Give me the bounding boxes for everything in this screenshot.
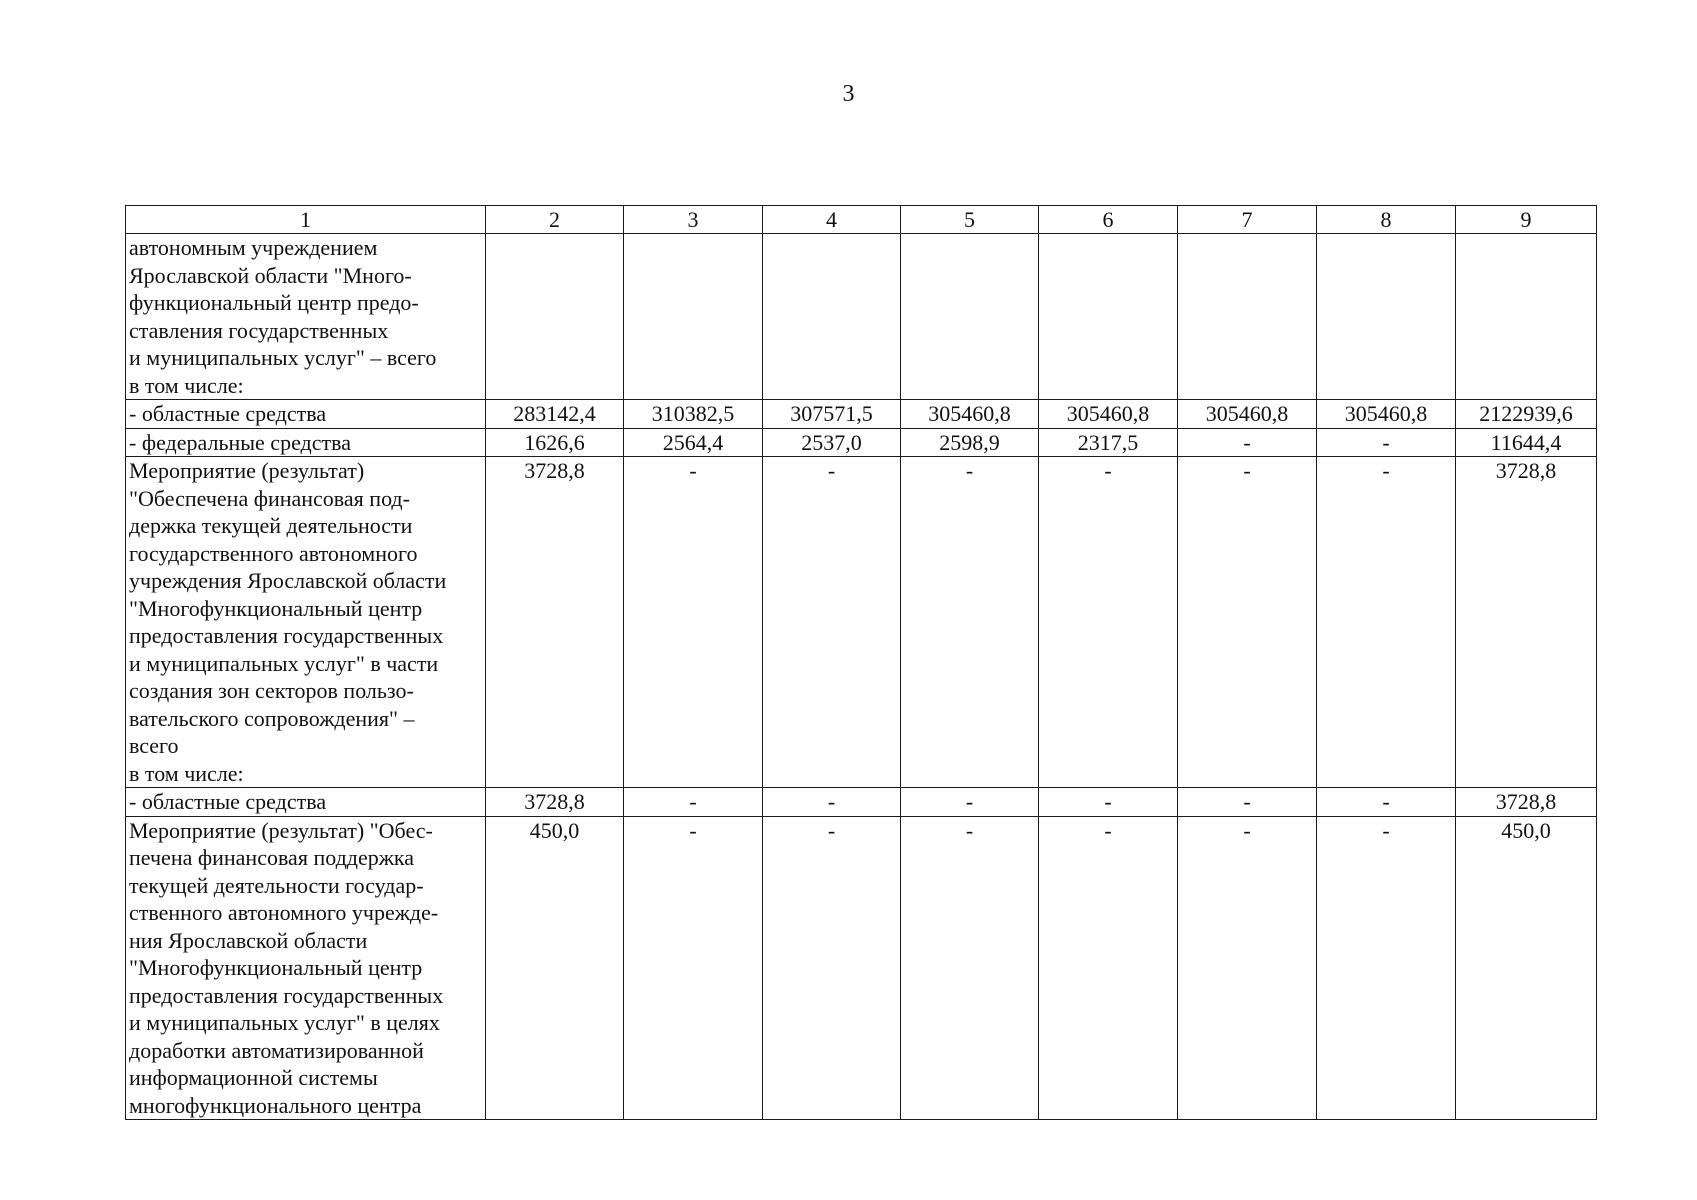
row-value — [763, 234, 901, 400]
row-label: - областные средства — [126, 400, 486, 429]
column-header-8: 8 — [1317, 206, 1456, 234]
funding-table — [125, 205, 1597, 1120]
row-value: - — [1317, 788, 1456, 817]
column-header-4: 4 — [763, 206, 901, 234]
row-value: - — [624, 457, 763, 788]
table-header-row — [126, 206, 1597, 234]
row-label: Мероприятие (результат) "Обеспечена финансовая под- держка текущей деятельности государственного автономного учреждения Ярославской области "Многофункциональный центр предоставления государственных и муниципальных услуг" в части создания зон секторов пользо- вательского сопровождения" – всего в том числе: — [126, 457, 486, 788]
table-row — [126, 457, 1597, 788]
row-value: 3728,8 — [1456, 457, 1597, 788]
column-header-2: 2 — [486, 206, 624, 234]
row-value: 305460,8 — [901, 400, 1039, 429]
row-label: Мероприятие (результат) "Обес- печена финансовая поддержка текущей деятельности государ- ственного автономного учрежде- ния Ярославской области "Многофункциональный центр предоставления государственных и муниципальных услуг" в целях доработки автоматизированной информационной системы многофункционального центра — [126, 816, 486, 1120]
row-value: 450,0 — [486, 816, 624, 1120]
row-value: 310382,5 — [624, 400, 763, 429]
row-value: - — [1039, 788, 1178, 817]
row-value: - — [901, 816, 1039, 1120]
row-value: 2317,5 — [1039, 428, 1178, 457]
table-row — [126, 788, 1597, 817]
column-header-1: 1 — [126, 206, 486, 234]
row-value — [1178, 234, 1317, 400]
table-row — [126, 428, 1597, 457]
row-value: 2537,0 — [763, 428, 901, 457]
table-row — [126, 816, 1597, 1120]
column-header-3: 3 — [624, 206, 763, 234]
row-value: - — [763, 457, 901, 788]
row-value: - — [1039, 816, 1178, 1120]
row-value: 3728,8 — [486, 788, 624, 817]
row-value — [1039, 234, 1178, 400]
row-value: - — [1317, 457, 1456, 788]
row-value: - — [763, 816, 901, 1120]
row-value: 305460,8 — [1178, 400, 1317, 429]
row-value: - — [901, 457, 1039, 788]
table-row — [126, 234, 1597, 400]
column-header-9: 9 — [1456, 206, 1597, 234]
row-label: автономным учреждением Ярославской области "Много- функциональный центр предо- ставления государственных и муниципальных услуг" – всего в том числе: — [126, 234, 486, 400]
row-value: 1626,6 — [486, 428, 624, 457]
row-value: 11644,4 — [1456, 428, 1597, 457]
row-value: 2598,9 — [901, 428, 1039, 457]
row-label: - федеральные средства — [126, 428, 486, 457]
row-value: 2564,4 — [624, 428, 763, 457]
row-value: 305460,8 — [1317, 400, 1456, 429]
row-value: - — [1178, 457, 1317, 788]
column-header-6: 6 — [1039, 206, 1178, 234]
row-value: - — [624, 816, 763, 1120]
funding-table-container — [125, 205, 1596, 1120]
row-value — [624, 234, 763, 400]
page-number: 3 — [842, 81, 855, 107]
column-header-7: 7 — [1178, 206, 1317, 234]
row-label: - областные средства — [126, 788, 486, 817]
row-value: 307571,5 — [763, 400, 901, 429]
row-value: 3728,8 — [486, 457, 624, 788]
row-value: - — [1317, 816, 1456, 1120]
row-value: - — [1317, 428, 1456, 457]
row-value: 3728,8 — [1456, 788, 1597, 817]
row-value — [1317, 234, 1456, 400]
row-value — [901, 234, 1039, 400]
row-value: 305460,8 — [1039, 400, 1178, 429]
row-value: - — [1178, 788, 1317, 817]
row-value: 283142,4 — [486, 400, 624, 429]
row-value: - — [763, 788, 901, 817]
row-value: - — [1178, 428, 1317, 457]
row-value — [1456, 234, 1597, 400]
row-value: - — [1039, 457, 1178, 788]
row-value: 2122939,6 — [1456, 400, 1597, 429]
row-value: - — [901, 788, 1039, 817]
table-row — [126, 400, 1597, 429]
row-value — [486, 234, 624, 400]
column-header-5: 5 — [901, 206, 1039, 234]
row-value: - — [1178, 816, 1317, 1120]
row-value: 450,0 — [1456, 816, 1597, 1120]
row-value: - — [624, 788, 763, 817]
